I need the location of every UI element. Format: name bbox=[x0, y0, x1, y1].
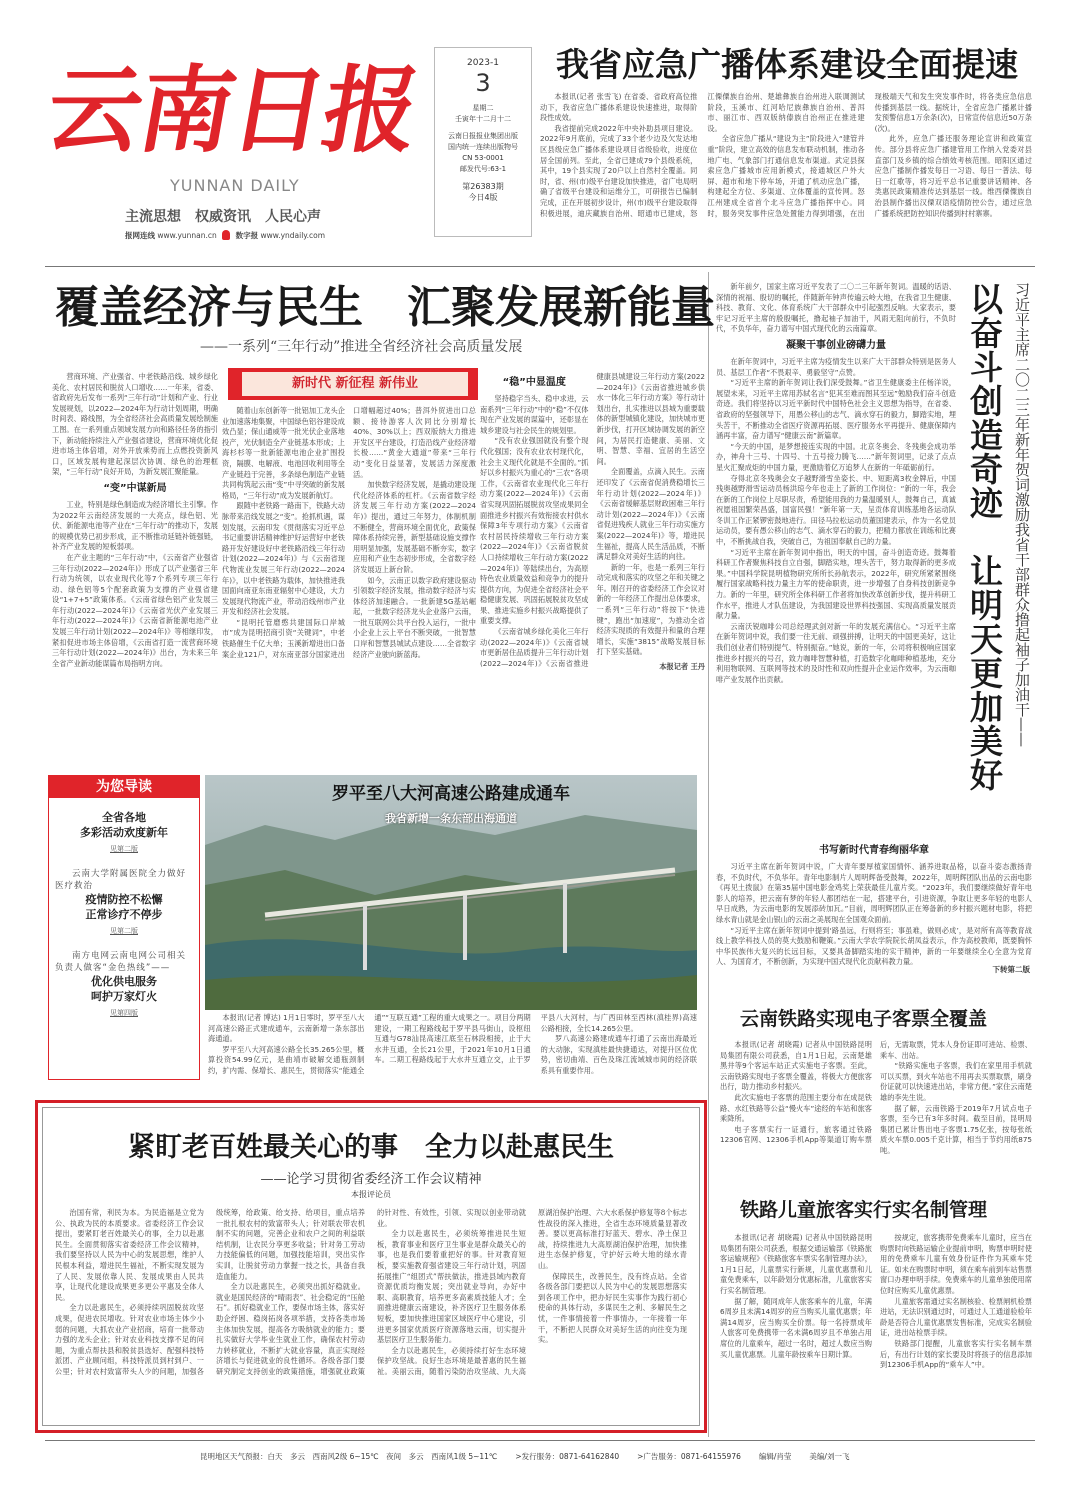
paragraph: “今天的中国，是梦想接连实现的中国。北京冬奥会、冬残奥会成功举办，神舟十三号、十四号、十五号接力腾飞……”新年贺词里，记录了点点星火汇聚成炬的中国力量，更激励着亿万追梦人在新的一年砥砺前行。 bbox=[716, 441, 956, 472]
paragraph: 铁路部门提醒，儿童旅客实行实名制车票后，有出行计划的家长要及时将孩子的信息添加到12306手机App的“乘车人”中。 bbox=[880, 1338, 1032, 1370]
paragraph: 如今，云南正以数字政府建设驱动引领数字经济发展，推动数字经济与实体经济加速融合。一批新建5G基站崛起，一批数字经济龙头企业落户云南，一批互联网公共平台投入运行，一批中小企业上云上平台不断突破，一批智慧口岸和智慧县城试点建设……全省数字经济产业驶向新蓝海。 bbox=[353, 575, 476, 659]
rail-children-headline: 铁路儿童旅客实行实名制管理 bbox=[740, 1199, 988, 1221]
digital-url[interactable]: www.yndaily.com bbox=[260, 231, 326, 240]
cn-number: CN 53-0001 bbox=[462, 154, 504, 162]
paragraph: 新的一年，也是一系列三年行动完成和落实的攻坚之年和关键之年。刚召开的省委经济工作会议对新的一年经济工作提出总体要求，一系列“三年行动”将按下“快进键”，跑出“加速度”，为推动全省经济实现质的有效提升和量的合理增长，实施“3815”战略发展目标打下坚实基础。 bbox=[596, 562, 705, 657]
commentary-headline: 紧盯老百姓最关心的事 全力以赴惠民生 bbox=[128, 1132, 614, 1163]
paragraph: 在产业主题的“三年行动”中，《云南省产业强省三年行动(2022—2024年)》形成了以产业强省三年行动为统领，以农业现代化等7个系列专项三年行动、绿色铝等5个配套政策为支撑的产业强省建设“1+7+5”政策体系。《云南省绿色铝产业发展三年行动(2022—2024年)》《云南省光伏产业发展三年行动(2022—2024年)》《云南省新能源电池产业发展三年行动计划(2022—2024年)》等相继印发，紧扣促进市场主体倍增，《云南省打造一流营商环境三年行动计划(2022—2024年)》出台，为未来三年全省产业新动能谋篇布局指明方向。 bbox=[52, 552, 218, 668]
jump-line: 下转第二版 bbox=[992, 965, 1030, 974]
section-subhead: 凝聚干事创业磅礴力量 bbox=[786, 339, 886, 351]
web-label: 报网连线 bbox=[125, 231, 155, 240]
guide-item[interactable] bbox=[49, 810, 199, 854]
date-yearmonth: 2023-1 bbox=[467, 58, 499, 68]
guide-title: 为您导读 bbox=[49, 776, 199, 798]
commentary-subtitle: ——论学习贯彻省委经济工作会议精神 bbox=[260, 1172, 482, 1187]
paragraph: “习近平主席的新年贺词让我们深受鼓舞。”省卫生健康委主任杨洋说，展望未来，习近平主席用苏轼名言“犯其至难而图其至远”勉励我们奋斗创造奇迹。我们将坚持以习近平新时代中国特色社会主义思想为指导，在省委、省政府的坚强领导下，用愚公移山的志气、滴水穿石的毅力，脚踏实地，埋头苦干，不断推动全省医疗资源再拓展、医疗服务水平再提升、健康保障内涵再丰富，奋力谱写“健康云南”新篇章。 bbox=[716, 378, 956, 441]
paragraph: 本报讯(记者 胡晓霞) 记者从中国铁路昆明局集团有限公司获悉，根据交通运输部《铁路旅客运输规程》《铁路旅客车票实名制管理办法》，1月1日起，儿童票实行新规，儿童优惠票和儿童免费乘车，以年龄划分优惠标准，儿童旅客实行实名制管理。 bbox=[720, 1233, 872, 1295]
photo-title: 罗平至八大河高速公路建成通车 bbox=[332, 784, 570, 804]
footer bbox=[200, 1451, 849, 1462]
paragraph: 全力以赴惠民生，必须统筹推进民生短板，教育事业和医疗卫生事业是群众最关心的事，也是我们要着重把好的事。针对教育短板，要实施教育强省建设三年行动计划，巩固拓展推广“组团式”帮扶做法，推进县域内教育资源优质均衡发展；突出就业导向，办好中职、高职教育，培养更多高素质技能人才；全面推进健康云南建设，补齐医疗卫生服务体系短板，要加快推进国家区域医疗中心建设，引进更多国家优质医疗资源落地云南，切实提升基层医疗卫生服务能力。 bbox=[377, 1229, 526, 1345]
photo-subtitle: 我省新增一条东部出海通道 bbox=[385, 812, 517, 825]
paragraph: 此外，应急广播还服务理论宣讲和政策宣传。部分县将应急广播建管用工作纳入党委对县直部门及乡镇的综合绩效考核范围。昭阳区通过应急广播制作播发每日一习语、每日一普法、每日一红歌等，将习近平总书记重要讲话精神、各类惠民政策精准传达到基层一线。维西傈僳族自治县制作播出汉傈双语疫情防控公告，通过应急广播系统把防控知识传播到村村寨寨。 bbox=[874, 134, 1032, 218]
byline: 本报记者 王丹 bbox=[659, 662, 705, 672]
paragraph: 罗平至八大河高速公路全长35.265公里，概算投资54.99亿元，是曲靖市破解交通瓶颈制约，扩内需、保增长、惠民生，贯彻落实“能通全通”“互联互通”工程的重大成果之一。项目分两期建设，一期工程路线起于罗平县马街山，设枢纽互通与G78汕昆高速江底至石林段相接，止于大水井互通，全长21公里，于2021年10月1日通车。二期工程路线起于大水井互通立交，止于罗平县八大河村，与广西田林至西林(滇桂界)高速公路相接，全长14.265公里。 bbox=[208, 1013, 697, 1075]
paragraph: 本报讯(记者 胡晓霞) 记者从中国铁路昆明局集团有限公司获悉，自1月1日起，云南楚雄黑井等9个客运车站正式实施电子客票。至此，云南铁路实现电子客票全覆盖，将极大方便旅客出行，助力推动乡村振兴。 bbox=[720, 1040, 872, 1092]
paragraph: 习近平主席在新年贺词中说，广大青年要厚植家国情怀、涵养进取品格，以奋斗姿态激扬青春，不负时代，不负华年。青年电影制片人周明辉备受鼓舞，2022年，周明辉团队出品的云南电影《再见土拨鼠》在第35届中国电影金鸡奖上荣获最佳儿童片奖。“2023年，我们要继续做好青年电影人的培养，把云南有梦的年轻人都团结在一起，搭建平台，引进资源，争取让更多年轻的电影人早日成熟，为云南电影的发展添砖加瓦。”目前，周明辉团队正在筹备新的乡村振兴题材电影，将把绿水青山就是金山银山的云南之美展现在全国观众面前。 bbox=[716, 862, 1032, 924]
paragraph: 据了解，云南铁路于2019年7月试点电子客票，至今已有3年多时间。截至目前，昆明局集团已累计售出电子客票1.75亿张，按每张纸质火车票0.005千克计算，相当于节约用纸875吨。 bbox=[880, 1103, 1032, 1155]
paragraph: 跟随中老铁路一路南下，铁路大动脉带来沿线发展之“变”。抢抓机遇，谋划发展，云南印发《贯彻落实习近平总书记重要讲话精神维护好运营好中老铁路开发好建设好中老铁路沿线三年行动计划(2022—2024年)》与《云南省现代物流业发展三年行动(2022—2024年)》，以中老铁路为载体，加快推进我国面向南亚东南亚辐射中心建设，大力发展现代物流产业，带动沿线州市产业开发和经济社会发展。 bbox=[222, 501, 345, 617]
date-day: 3 bbox=[475, 69, 491, 97]
photo-story-body bbox=[208, 1013, 697, 1095]
rail-ticket-body bbox=[720, 1040, 1032, 1180]
paragraph: 加快数字经济发展，是撬动建设现代化经济体系的杠杆。《云南省数字经济发展三年行动方案(2022—2024年)》提出，通过三年努力，体制机制不断健全，营商环境全面优化，政策保障体系持续完善，新型基础设施支撑作用明显加强，发展基础不断夯实，数字应用和产业生态初步形成，全省数字经济发展迈上新台阶。 bbox=[353, 480, 476, 574]
page-count: 今日4版 bbox=[468, 193, 498, 202]
main-headline: 覆盖经济与民生 汇聚发展新能量 bbox=[55, 282, 715, 333]
guide-item-intro: 云南大学附属医院全力做好医疗救治 bbox=[55, 869, 187, 891]
highway-photo bbox=[205, 775, 697, 1010]
right-story-headline: 以奋斗创造奇迹 让明天更加美好 bbox=[965, 282, 1004, 792]
designer: 美编/刘一飞 bbox=[809, 1452, 850, 1461]
digital-label: 数字报 bbox=[235, 231, 259, 240]
lunar-date: 壬寅年十二月十二 bbox=[455, 115, 511, 123]
paragraph: 新年前夕，国家主席习近平发表了二〇二三年新年贺词。温暖的话语、深情的祝福、殷切的嘱托，伴随新年钟声传遍云岭大地，在我省卫生健康、科技、教育、文化、体育系统广大干部群众中引起强烈反响。大家表示，要牢记习近平主席的殷殷嘱托，撸起袖子加油干，风雨无阻向前行，不负时代，不负华年，奋力谱写中国式现代化的云南篇章。 bbox=[716, 282, 956, 334]
guide-item-page[interactable]: 见第二版 bbox=[110, 845, 138, 853]
paragraph: 全力以赴惠民生，必须持续巩固脱贫攻坚成果，促进农民增收。针对农业市场主体少小弱的问题，大抓农业产业招商，培育一批带动力强的龙头企业；针对农业科技支撑不足的问题，为重点帮扶县和脱贫县选好、配强科技特派团、产业顾问组，科技特派员到村到户、一公里；针对农村致富带头人少的问题，加强各级统筹，给政策、给支持、给项目，重点培养一批扎根农村的致富带头人；针对联农带农机制不实的问题，完善企业和农户之间的利益联结机制，让农民分享更多收益；针对务工劳动力技能偏低的问题，加强技能培训，突出实作实训，让脱贫劳动力掌握一技之长，具备自我造血能力。 bbox=[55, 1208, 365, 1376]
divider bbox=[708, 272, 709, 1437]
section-subhead: “稳”中显温度 bbox=[502, 377, 566, 388]
commentary-box bbox=[35, 1100, 707, 1433]
paragraph: 治国有常，利民为本。为民造福是立党为公、执政为民的本质要求。省委经济工作会议提出，要紧盯老百姓最关心的事，全力以赴惠民生。全面贯彻落实省委经济工作会议精神，我们要坚持以人民为中心的发展思想，维护人民根本利益，增进民生福祉，不断实现发展为了人民、发展依靠人民、发展成果由人民共享，让现代化建设成果更多更公平惠及全体人民。 bbox=[55, 1208, 204, 1302]
divider bbox=[45, 266, 1035, 267]
main-subtitle: ——一系列“三年行动”推进全省经济社会高质量发展 bbox=[200, 339, 523, 355]
paragraph: “没有农业强国就没有整个现代化强国；没有农业农村现代化，社会主义现代化就是不全面的。”抓好以乡村振兴为重心的“三农”各项工作，《云南省农业现代化三年行动方案(2022—2024年)》《云南省实现巩固拓展脱贫攻坚成果同全面推进乡村振兴有效衔接农村供水保障3年专项行动方案》《云南省农村居民持续增收三年行动方案(2022—2024年)》《云南省脱贫人口持续增收三年行动方案(2022—2024年)》等陆续出台，为高原特色农业质量效益和竞争力的提升提供方向，为促进全省经济社会平稳健康发展、巩固拓展脱贫攻坚成果、推进实施乡村振兴战略提供了重要支撑。 bbox=[480, 436, 589, 626]
paragraph: 在新年贺词中，习近平主席为疫情发生以来广大干部群众特别是医务人员、基层工作者“不畏艰辛、勇毅坚守”点赞。 bbox=[716, 356, 956, 377]
top-story-body bbox=[540, 92, 1032, 252]
series-banner bbox=[228, 368, 478, 400]
section-subhead: 书写新时代青春绚丽华章 bbox=[819, 845, 929, 856]
issue-number: 第26383期 bbox=[462, 182, 504, 191]
guide-item-page[interactable]: 见第四版 bbox=[110, 1009, 138, 1017]
guide-item[interactable] bbox=[49, 950, 199, 1018]
right-story-kicker: 习近平主席二〇二三年新年贺词激励我省干部群众撸起袖子加油干—— bbox=[1013, 282, 1031, 747]
torch-icon bbox=[222, 230, 230, 240]
guide-item[interactable] bbox=[49, 868, 199, 936]
divider bbox=[45, 1440, 1035, 1441]
paragraph: 全面覆盖，点滴入民生。云南还印发了《云南省促消费稳增长三年行动计划(2022—2024年)》《云南省缓解基层财政困难三年行动计划(2022—2024年)》《云南省促进残疾人就业三年行动实施方案(2022—2024年)》等，增进民生福祉，提高人民生活品质，不断满足群众对美好生活的向往。 bbox=[596, 467, 705, 562]
paragraph: 本报讯(记者 张雪飞) 在省委、省政府高位推动下，我省应急广播体系建设快速推进，取得阶段性成效。 bbox=[540, 92, 698, 123]
paragraph: 我省提前完成2022年中央补助县项目建设。2022年9月底前，完成了33个老少边及欠发达地区县级应急广播体系建设项目省级验收，进度位居全国前列。至此，全省已建成79个县级系统，其中，19个县实现了20户以上自然村全覆盖。同时，省、州(市)级平台建设加快推进，省广电局明确了省级平台建设和运维分工，可研报告已编制完成，正在开展初步设计，州(市)级平台建设取得积极进展，迪庆藏族自治州、昭通市已建成，怒江傈僳族自治州、楚雄彝族自治州进入联调测试阶段，玉溪市、红河哈尼族彝族自治州、普洱市、丽江市、西双版纳傣族自治州正在推进建设。 bbox=[540, 92, 865, 218]
newspaper-logo: 云南日报 bbox=[38, 56, 426, 166]
paragraph: 云南沃锐咖啡公司总经理武剑对新一年的发展充满信心。“习近平主席在新年贺词中说，我们要一往无前、顽强拼搏，让明天的中国更美好，这让我们创业者们特别提气、特别振奋。”她说，新的一年，公司将积极响应国家推进乡村振兴的号召，致力咖啡智慧种植，打造数字化咖啡种植基地，充分利用物联网、互联网等技术的及时性和双向性提升企业运作效率，为云南咖啡产业发展作出贡献。 bbox=[716, 621, 956, 684]
rail-children-body bbox=[720, 1233, 1032, 1433]
publisher: 云南日报报业集团出版 bbox=[448, 132, 518, 140]
paragraph: 坚持稳字当头、稳中求进，云南系列“三年行动”中的“稳”不仅体现在产业发展的谋篇中，还彰显在城乡建设与社会民生的规划里。 bbox=[480, 394, 589, 435]
paragraph: 全力以赴惠民生，必须持续打好生态环境保护攻坚战。良好生态环境是最普惠的民生福祉。美丽云南，随着污染防治攻坚战、九大高原湖泊保护治理、六大水系保护修复等8个标志性战役的深入推进，全省生态环境质量显著改善。要以更高标准打好蓝天、碧水、净土保卫战，持续推进九大高原湖泊保护治理，加快推进生态保护修复，守护好云岭大地的绿水青山。 bbox=[377, 1208, 687, 1376]
web-links bbox=[125, 230, 325, 241]
paragraph: 全省应急广播从“建设为主”阶段进入“建管并重”阶段，建立高效的信息发布联动机制，推动各地广电、气象部门打通信息发布渠道。武定县探索应急广播城市应用新模式，接通城区户外大屏、超市和地下停车场，开通了机动应急广播，构建起全方位、多渠道、立体覆盖的宣传网。怒江州建成全省首个北斗应急广播指挥中心。同时，服务突发事件应急处置能力得到增强，在出现极端天气和发生突发事件时，将各类应急信息传播到基层一线。据统计，全省应急广播累计播发预警信息1万余条(次)，日常宣传信息近50万条(次)。 bbox=[707, 92, 1032, 218]
paragraph: 罗八高速公路建成通车打通了云南出海最近的大动脉，实现滇桂最快捷通达，对提升区位优势，密切曲靖、百色及珠江流域城市间的经济联系具有重要作用。 bbox=[540, 1034, 697, 1075]
main-body-col-c bbox=[480, 372, 705, 764]
guide-item-intro: 南方电网云南电网公司相关负责人做客“金色热线”—— bbox=[55, 951, 187, 973]
main-body-col-a bbox=[52, 372, 218, 762]
paragraph: 此次实施电子客票的范围主要分布在成昆铁路、水红铁路等公益“慢火车”途经的车站和旅客乘降所。 bbox=[720, 1092, 872, 1124]
paragraph: 按规定，旅客携带免费乘车儿童时，应当在购票时向铁路运输企业提前申明，购票申明时使用的免费乘车儿童有效身份证件作为其乘车凭证。如未在购票时申明，须在乘车前到车站售票窗口办理申明手续。免费乘车的儿童单独使用席位时应购买儿童优惠票。 bbox=[880, 1233, 1032, 1295]
section-subhead: “变”中谋新局 bbox=[103, 482, 167, 494]
serial-label: 国内统一连续出版物号 bbox=[448, 143, 518, 151]
paragraph: “习近平主席在新年贺词中提到‘路虽远，行则将至；事虽难，做则必成’，是对所有高等教育战线上教学科技人员的莫大鼓励和鞭策。”云南大学农学院院长胡凤益表示，作为高校教师，既要胸怀中华民族伟大复兴的长远目标，又要具备脚踏实地的实干精神，新的一年要继续全心全意为党育人、为国育才，不断创新，为实现中国式现代化贡献科教力量。 bbox=[716, 925, 1032, 967]
paragraph: 据了解，随同成年人旅客乘车的儿童，年满6周岁且未满14周岁的应当购买儿童优惠票；年满14周岁，应当购买全价票。每一名持票成年人旅客可免费携带一名未满6周岁且不单独占用席位的儿童乘车，超过一名时，超过人数应当购买儿童优惠票。儿童年龄按乘车日期计算。 bbox=[720, 1296, 872, 1359]
guide-item-page[interactable]: 见第二版 bbox=[110, 927, 138, 935]
postal-code: 邮发代号:63-1 bbox=[459, 165, 507, 173]
paragraph: 夺得北京冬残奥会女子越野滑雪坐姿长、中、短距离3枚金牌后，中国残奥越野滑雪运动员杨洪琼今年也走上了新的工作岗位：“新的一年，我会在新的工作岗位上尽职尽责，希望能用我的力量温暖别人，鼓舞自己，真诚祝愿祖国繁荣昌盛，国富民强！”新年第一天，呈贡体育训练基地各运动队冬训工作正紧锣密鼓地进行。田径马拉松运动员董国建表示，作为一名党员运动员，要有愚公移山的志气、滴水穿石的毅力，把精力都放在训练和比赛中，不断挑战自我，突破自己，为祖国奉献自己的力量。 bbox=[716, 473, 956, 547]
paragraph: 工业，特别是绿色制造成为经济增长主引擎。作为2022年云南经济发展的一大亮点，绿色铝、光伏、新能源电池等产业在“三年行动”的推动下，发展的规模优势已初步形成，正不断推动延链补链强链，补齐产业发展的短板弱项。 bbox=[52, 499, 218, 552]
paragraph: 营商环境、产业强省、中老铁路沿线、城乡绿化美化、农村居民和脱贫人口增收……一年来，省委、省政府先后发布一系列“三年行动”计划和产业、行业发展规划，以2022—2024年为行动计划周期，明确时间表、路线图，为全省经济社会高质量发展绘制施工图。在一系列重点领域发展方向和路径任务的指引下，新动能持续注入产业强省建设，营商环境优化促进市场主体倍增，对外开放乘势而上点燃投资新风口，区域发展构建起深层次协调、绿色的治理框架，“三年行动”良好开局，为新发展汇聚能量。 bbox=[52, 372, 218, 477]
main-body-col-b bbox=[222, 406, 476, 762]
editor: 编辑/肖莹 bbox=[758, 1452, 792, 1461]
web-url[interactable]: www.yunnan.cn bbox=[157, 231, 217, 240]
top-story-headline: 我省应急广播体系建设全面提速 bbox=[556, 45, 1018, 84]
weekday: 星期二 bbox=[472, 104, 494, 112]
guide-item-headline: 全省各地 多彩活动欢度新年 bbox=[80, 811, 168, 839]
paragraph: 保障民生，改善民生，没有终点站。全省各级各部门要把以人民为中心的发展思想落实到各项工作中，把办好民生实事作为践行初心使命的具体行动，多谋民生之利、多解民生之忧，一件事情接着一件事情办，一年接着一年干，不断把人民群众对美好生活的向往变为现实。 bbox=[538, 1271, 687, 1345]
paragraph: 随着山东创新等一批铝加工龙头企业加速落地集聚，中国绿色铝谷建设成效凸显；保山通威等一批光伏企业落地投产，光伏制造全产业链基本形成；上海杉杉等一批新能源电池企业扩围投资，隔膜、电解液、电池回收利用等全产业链趋于完善，多条绿色制造产业链共同构筑起云南“变”中寻突破的新发展格局，“三年行动”成为发展新航灯。 bbox=[222, 406, 345, 500]
rail-ticket-headline: 云南铁路实现电子客票全覆盖 bbox=[740, 1008, 988, 1030]
paragraph: 电子客票实行一证通行，旅客通过铁路12306官网、12306手机App等渠道订购车票后，无需取票，凭本人身份证即可进站、检票、乘车、出站。 bbox=[720, 1040, 1032, 1145]
advertising-phone: >广告服务：0871-64155976 bbox=[637, 1452, 741, 1461]
paragraph: “昆明托管磨憨共建国际口岸城市”成为昆明招商引资“关键词”，中老铁路催生千亿大单；玉溪新增进出口备案企业121户，对东南亚部分国家进出口增幅超过40%；普洱外贸进出口总额、接待游客人次同比分别增长40%、30%以上；西双版纳大力推进开发区平台建设，打造沿线产业经济增长极……“黄金大通道”带来“三年行动”变化日益显著，发展活力深度激活。 bbox=[222, 406, 476, 659]
guide-item-headline: 优化供电服务 呵护万家灯火 bbox=[91, 975, 157, 1003]
paragraph: “习近平主席在新年贺词中指出，明天的中国，奋斗创造奇迹。鼓舞着科研工作者聚焦科技自立自强，脚踏实地，埋头苦干，努力取得新的更多成果。”中国科学院昆明植物研究所所长孙航表示，2022年，研究所紧紧围绕履行国家战略科技力量主力军的使命职责，进一步增强了自身科技创新竞争力。新的一年里，研究所全体科研工作者将加快改革创新步伐，提升科研工作水平，推进人才队伍建设，为我国建设世界科技强国、实现高质量发展贡献力量。 bbox=[716, 547, 956, 621]
commentary-body bbox=[55, 1208, 687, 1428]
weather-forecast: 昆明地区天气预报：白天 多云 西南风2级 6~15℃ 夜间 多云 西南风1级 5~11℃ bbox=[200, 1452, 498, 1461]
right-story-body-2 bbox=[716, 840, 1032, 967]
paragraph: “铁路实施电子客票，我们在家里用手机就可以买票，到火车站也不用再去买票取票，刷身份证就可以快速进出站，非常方便。”家住云南楚雄的李先生说。 bbox=[880, 1061, 1032, 1102]
commentary-byline: 本报评论员 bbox=[351, 1190, 391, 1199]
date-box bbox=[434, 47, 532, 237]
banner-text: 新时代 新征程 新伟业 bbox=[242, 372, 468, 396]
reading-guide bbox=[48, 775, 200, 1080]
distribution-phone: >发行服务：0871-64162840 bbox=[515, 1452, 620, 1461]
slogan: 主流思想 权威资讯 人民心声 bbox=[125, 209, 321, 225]
guide-item-headline: 疫情防控不松懈 正常诊疗不停步 bbox=[85, 893, 163, 921]
paragraph: 全力以赴惠民生，必须突出抓好稳就业。就业是国民经济的“晴雨表”、社会稳定的“压舱石”。抓好稳就业工作，要保市场主体，落实好助企纾困、稳岗拓岗各项举措，支持各类市场主体加快发展，提高各方吸纳就业的能力；要扎实做好大学毕业生就业工作，确保农村劳动力转移就业，不断扩大就业容量，真正实现经济增长与促进就业的良性循环。各级各部门要研究制定支持创业的政策措施，增强就业政策的针对性、有效性，引领、实现以创业带动就业。 bbox=[216, 1208, 526, 1376]
right-story-body bbox=[716, 282, 956, 834]
paragraph: 本报讯(记者 博达) 1月1日零时，罗平至八大河高速公路正式建成通车，云南新增一条东部出海通道。 bbox=[208, 1013, 365, 1044]
paragraph: 《云南省城乡绿化美化三年行动(2022—2024年)》《云南省城市更新居住品质提升三年行动计划(2022—2024年)》《云南省推进健康县城建设三年行动方案(2022—2024年)》《云南省推进城乡供水一体化三年行动方案》等行动计划出台，扎实推进以县城为重要载体的新型城镇化建设，加快城市更新步伐，打开区域协调发展的新空间，为居民打造健康、美丽、文明、智慧、幸福、宜居的生活空间。 bbox=[480, 372, 705, 668]
paragraph: 儿童旅客需通过实名制核验、检票闸机检票进站，无法识别通过时，可通过人工通道验检年龄是否符合儿童优惠票发售标准，完成实名制验证，进出站检票手续。 bbox=[880, 1296, 1032, 1338]
english-name: YUNNAN DAILY bbox=[170, 176, 300, 195]
